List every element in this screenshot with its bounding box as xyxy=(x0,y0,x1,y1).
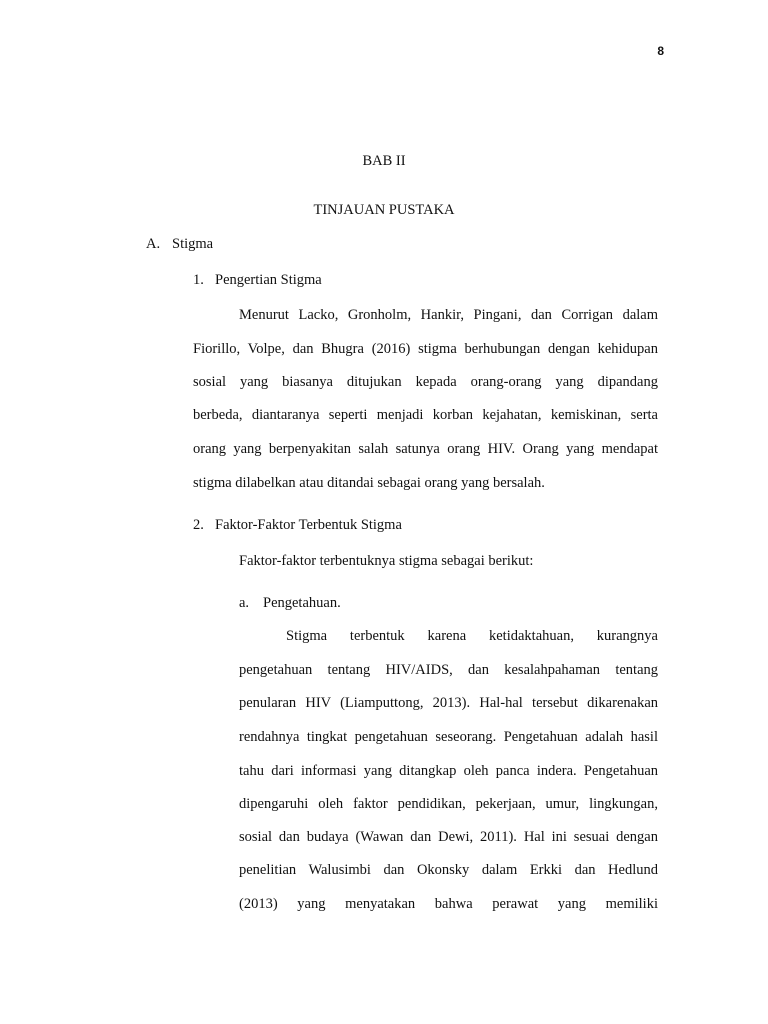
subsection-2-marker: 2. xyxy=(193,517,204,533)
subsection-1-marker: 1. xyxy=(193,272,204,288)
paragraph-line: berbeda, diantaranya seperti menjadi korban kejahatan, kemiskinan, serta xyxy=(193,407,658,423)
paragraph-line: orang yang berpenyakitan salah satunya orang HIV. Orang yang mendapat xyxy=(193,441,658,457)
subsection-2-intro: Faktor-faktor terbentuknya stigma sebagai berikut: xyxy=(239,553,534,569)
item-a-marker: a. xyxy=(239,595,250,611)
paragraph-line: pengetahuan tentang HIV/AIDS, dan kesalahpahaman tentang xyxy=(239,662,658,678)
paragraph-line: dipengaruhi oleh faktor pendidikan, pekerjaan, umur, lingkungan, xyxy=(239,796,658,812)
paragraph-line: Fiorillo, Volpe, dan Bhugra (2016) stigma berhubungan dengan kehidupan xyxy=(193,341,658,357)
paragraph-line: penularan HIV (Liamputtong, 2013). Hal-hal tersebut dikarenakan xyxy=(239,695,658,711)
paragraph-line: Menurut Lacko, Gronholm, Hankir, Pingani, dan Corrigan dalam xyxy=(239,307,658,323)
chapter-heading: BAB II xyxy=(362,153,406,169)
subsection-1-title: Pengertian Stigma xyxy=(215,272,322,288)
subsection-2-title: Faktor-Faktor Terbentuk Stigma xyxy=(215,517,402,533)
section-a-title: Stigma xyxy=(172,236,214,252)
paragraph-line: rendahnya tingkat pengetahuan seseorang. Pengetahuan adalah hasil xyxy=(239,729,658,745)
paragraph-line: sosial yang biasanya ditujukan kepada orang-orang yang dipandang xyxy=(193,374,658,390)
item-a-title: Pengetahuan. xyxy=(263,595,341,611)
paragraph-line: tahu dari informasi yang ditangkap oleh panca indera. Pengetahuan xyxy=(239,763,658,779)
paragraph-line: (2013) yang menyatakan bahwa perawat yang memiliki xyxy=(239,896,658,912)
page-number: 8 xyxy=(657,44,664,58)
paragraph-line: sosial dan budaya (Wawan dan Dewi, 2011). Hal ini sesuai dengan xyxy=(239,829,658,845)
paragraph-line: penelitian Walusimbi dan Okonsky dalam Erkki dan Hedlund xyxy=(239,862,658,878)
paragraph-line: Stigma terbentuk karena ketidaktahuan, kurangnya xyxy=(286,628,658,644)
paragraph-line: stigma dilabelkan atau ditandai sebagai orang yang bersalah. xyxy=(193,475,545,491)
section-a-marker: A. xyxy=(146,236,161,252)
chapter-title: TINJAUAN PUSTAKA xyxy=(313,202,455,218)
